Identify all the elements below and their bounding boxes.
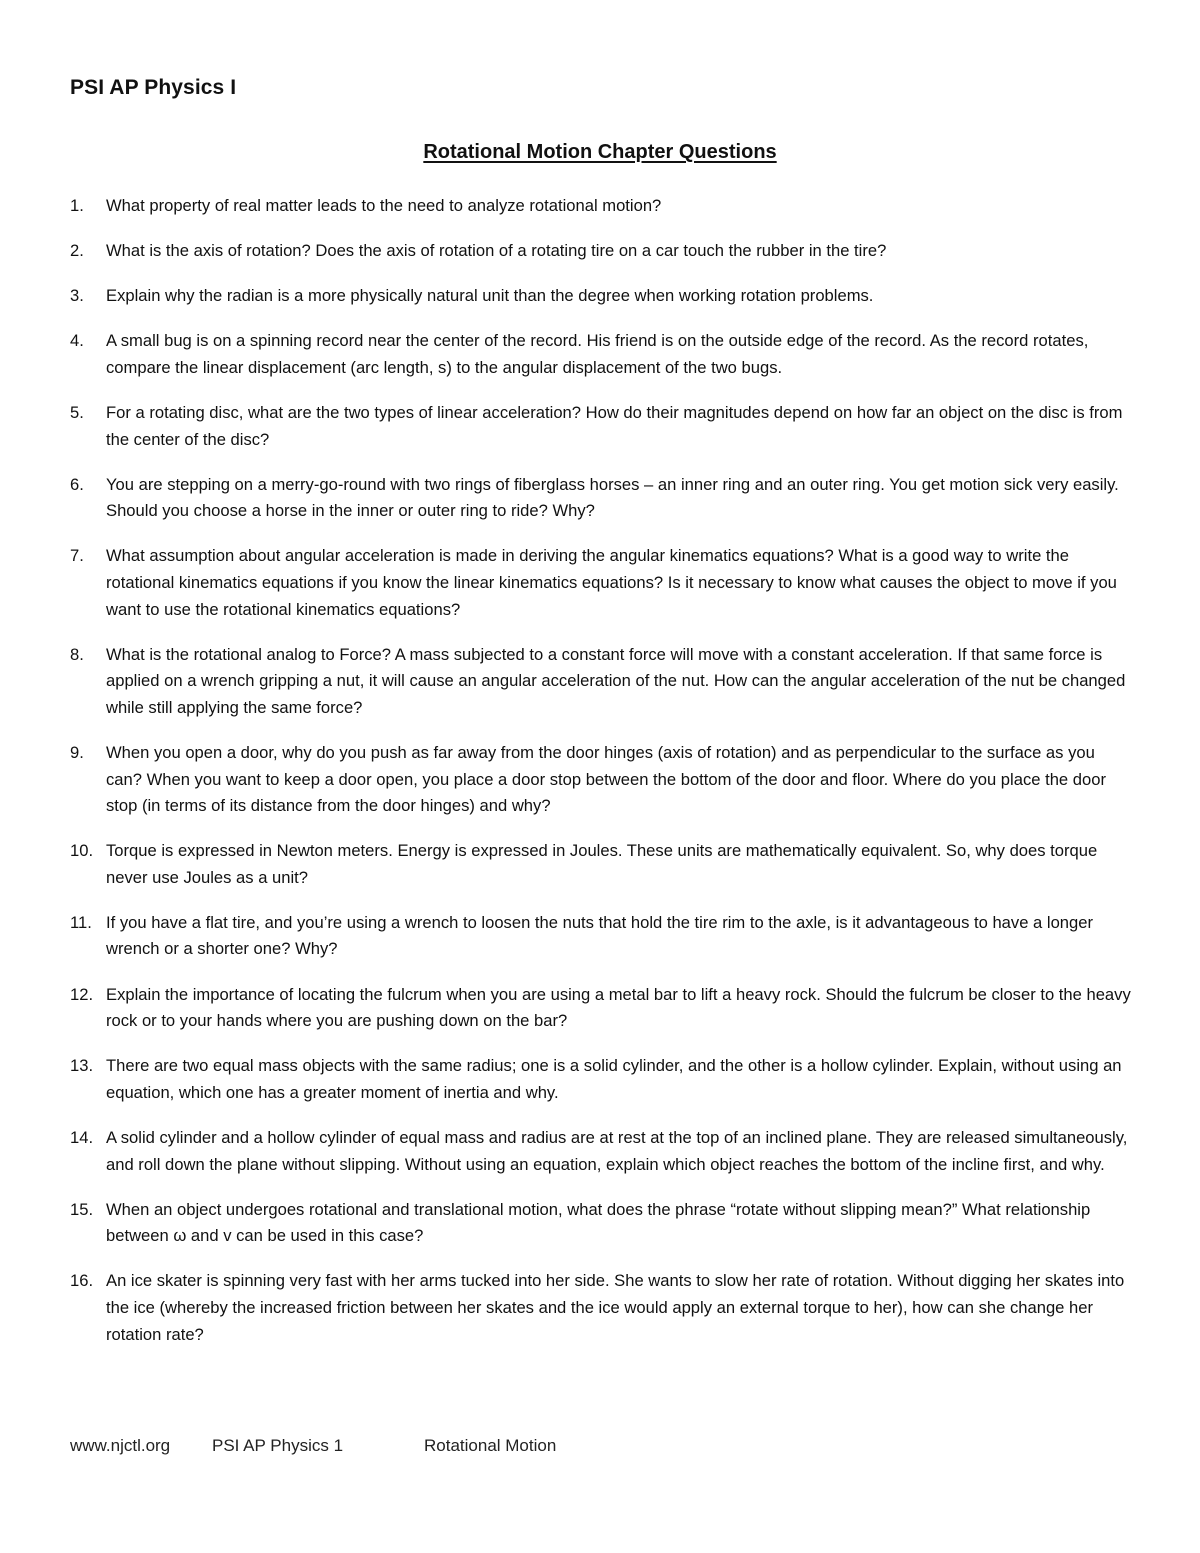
question-item bbox=[70, 238, 1134, 265]
question-text: You are stepping on a merry-go-round with two rings of fiberglass horses – an inner ring and an outer ring. You get motion sick very easily. Should you choose a horse in the inner or outer ring to ride? Why? bbox=[106, 474, 1119, 521]
question-number: 6. bbox=[70, 474, 84, 494]
question-item bbox=[70, 642, 1134, 722]
question-text: What assumption about angular acceleration is made in deriving the angular kinematics equations? What is a good way to write the rotational kinematics equations if you know the linear kinematics equations? Is it necessary to know what causes the object to move if you want to use the rotational kinematics equations? bbox=[106, 546, 1117, 619]
question-item bbox=[70, 400, 1134, 453]
question-number: 7. bbox=[70, 546, 84, 566]
question-item bbox=[70, 740, 1134, 820]
question-item bbox=[70, 910, 1134, 963]
question-list bbox=[70, 193, 1134, 1367]
question-text: What is the axis of rotation? Does the axis of rotation of a rotating tire on a car touch the rubber in the tire? bbox=[106, 241, 887, 261]
question-item bbox=[70, 1197, 1134, 1250]
question-text: There are two equal mass objects with the same radius; one is a solid cylinder, and the other is a hollow cylinder. Explain, without using an equation, which one has a greater moment of inertia and why. bbox=[106, 1056, 1122, 1102]
page-footer bbox=[70, 1436, 556, 1456]
question-text: Torque is expressed in Newton meters. Energy is expressed in Joules. These units are mathematically equivalent. So, why does torque never use Joules as a unit? bbox=[106, 841, 1098, 887]
question-item bbox=[70, 1053, 1134, 1106]
question-item bbox=[70, 1268, 1134, 1348]
footer-topic: Rotational Motion bbox=[424, 1436, 557, 1455]
question-number: 16. bbox=[70, 1271, 94, 1291]
question-item bbox=[70, 982, 1134, 1035]
question-item bbox=[70, 543, 1134, 623]
question-item bbox=[70, 472, 1134, 525]
question-item bbox=[70, 328, 1134, 381]
question-number: 4. bbox=[70, 331, 84, 351]
footer-site: www.njctl.org bbox=[70, 1436, 171, 1455]
question-number: 9. bbox=[70, 742, 84, 762]
question-item bbox=[70, 1125, 1134, 1178]
question-text: When you open a door, why do you push as far away from the door hinges (axis of rotation) and as perpendicular to the surface as you can? When you want to keep a door open, you place a door stop between the bottom of the door and floor. Where do you place the door stop (in terms of its distance from the door hinges) and why? bbox=[106, 742, 1106, 816]
question-number: 13. bbox=[70, 1056, 94, 1076]
question-number: 8. bbox=[70, 644, 84, 664]
question-text: Explain why the radian is a more physically natural unit than the degree when working rotation problems. bbox=[106, 286, 874, 306]
question-text: For a rotating disc, what are the two types of linear acceleration? How do their magnitudes depend on how far an object on the disc is from the center of the disc? bbox=[106, 402, 1123, 449]
question-text: A solid cylinder and a hollow cylinder of equal mass and radius are at rest at the top of an inclined plane. They are released simultaneously, and roll down the plane without slipping. Without using an equation, explain which object reaches the bottom of the incline first, and why. bbox=[106, 1127, 1128, 1174]
question-number: 3. bbox=[70, 286, 84, 306]
question-number: 2. bbox=[70, 241, 84, 261]
question-number: 10. bbox=[70, 841, 94, 861]
question-text: If you have a flat tire, and you’re using a wrench to loosen the nuts that hold the tire rim to the axle, is it advantageous to have a longer wrench or a shorter one? Why? bbox=[106, 912, 1094, 959]
question-number: 12. bbox=[70, 984, 94, 1004]
question-item bbox=[70, 283, 1134, 310]
document-title: Rotational Motion Chapter Questions bbox=[423, 141, 777, 163]
question-number: 15. bbox=[70, 1199, 94, 1219]
question-text: A small bug is on a spinning record near the center of the record. His friend is on the outside edge of the record. As the record rotates, compare the linear displacement (arc length, s) to the angular displacement of the two bugs. bbox=[106, 331, 1089, 377]
question-text: When an object undergoes rotational and translational motion, what does the phrase “rotate without slipping mean?” What relationship between ω and v can be used in this case? bbox=[106, 1199, 1091, 1246]
question-number: 14. bbox=[70, 1127, 94, 1147]
question-text: What property of real matter leads to the need to analyze rotational motion? bbox=[106, 196, 662, 215]
question-number: 11. bbox=[70, 912, 92, 932]
question-item bbox=[70, 193, 1134, 220]
question-text: Explain the importance of locating the fulcrum when you are using a metal bar to lift a heavy rock. Should the fulcrum be closer to the heavy rock or to your hands where you are pushing down on the bar? bbox=[106, 984, 1131, 1031]
footer-course: PSI AP Physics 1 bbox=[212, 1436, 344, 1455]
question-number: 1. bbox=[70, 196, 84, 215]
question-text: An ice skater is spinning very fast with her arms tucked into her side. She wants to slow her rate of rotation. Without digging her skates into the ice (whereby the increased friction between her skates and the ice would apply an external torque to her), how can she change her rotation rate? bbox=[106, 1271, 1125, 1344]
question-number: 5. bbox=[70, 402, 84, 422]
course-title: PSI AP Physics I bbox=[70, 76, 237, 99]
question-text: What is the rotational analog to Force? A mass subjected to a constant force will move with a constant acceleration. If that same force is applied on a wrench gripping a nut, it will cause an angular acceleration of the nut. How can the angular acceleration of the nut be changed while still applying the same force? bbox=[106, 644, 1126, 717]
question-item bbox=[70, 838, 1134, 891]
